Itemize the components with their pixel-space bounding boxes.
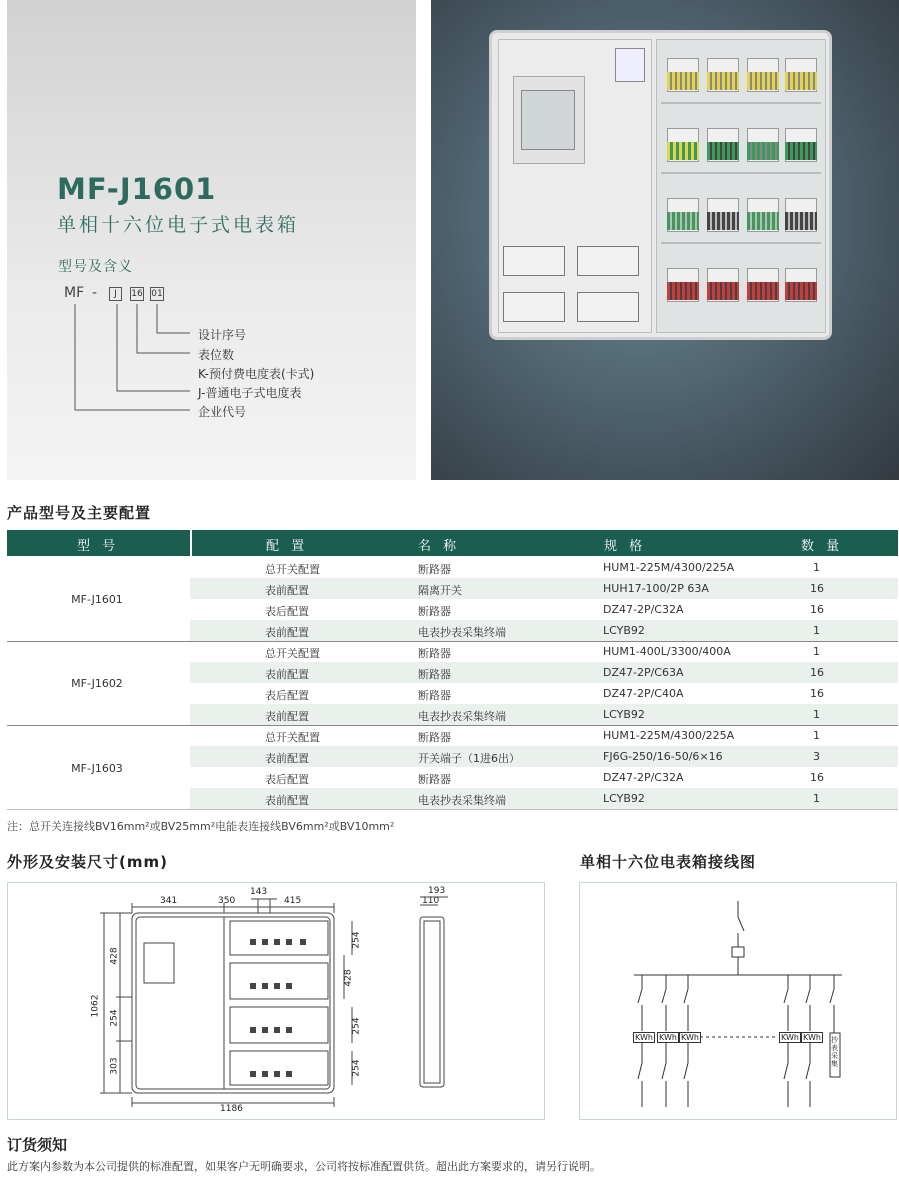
order-title: 订货须知	[7, 1136, 68, 1154]
cell-name: 断路器	[418, 647, 451, 660]
dimension-drawing-frame	[7, 882, 545, 1120]
cell-config: 表后配置	[265, 773, 309, 786]
dimension-drawing	[8, 883, 544, 1119]
terminal-window	[615, 48, 645, 82]
dim-side-110: 110	[422, 896, 440, 906]
table-bottom-line	[7, 809, 898, 810]
group-model-3: MF-J1603	[71, 762, 123, 775]
cell-spec: LCYB92	[603, 708, 645, 721]
switch-box-4	[577, 292, 639, 322]
cell-name: 断路器	[418, 773, 451, 786]
dim-top-143: 143	[250, 887, 268, 897]
cell-spec: HUM1-225M/4300/225A	[603, 561, 735, 574]
cell-name: 断路器	[418, 668, 451, 681]
header-name: 名 称	[418, 539, 461, 554]
header-qty: 数 量	[801, 539, 844, 554]
code-box-type: J	[109, 287, 122, 301]
dim-side-193: 193	[428, 886, 446, 896]
cell-spec: DZ47-2P/C32A	[603, 771, 684, 784]
dim-left-303: 303	[109, 1057, 120, 1075]
table-row	[190, 620, 898, 641]
cell-qty: 16	[810, 771, 824, 784]
legend-j: J-普通电子式电度表	[198, 386, 302, 400]
legend-serial: 设计序号	[198, 328, 247, 342]
cell-name: 电表抄表采集终端	[418, 794, 506, 807]
cell-config: 表前配置	[265, 584, 309, 597]
meter-row-3	[661, 186, 821, 244]
cell-spec: HUH17-100/2P 63A	[603, 582, 709, 595]
cell-spec: DZ47-2P/C63A	[603, 666, 684, 679]
cell-qty: 1	[813, 708, 820, 721]
cell-spec: LCYB92	[603, 624, 645, 637]
kwh-meter-3: KWh	[681, 1033, 699, 1042]
dim-right-254c: 254	[351, 1059, 362, 1077]
kwh-meter-4: KWh	[781, 1033, 799, 1042]
collection-terminal: 抄表采集	[831, 1036, 838, 1068]
cell-spec: HUM1-225M/4300/225A	[603, 729, 735, 742]
kwh-meter-2: KWh	[659, 1033, 677, 1042]
cell-spec: DZ47-2P/C40A	[603, 687, 684, 700]
table-row	[190, 578, 898, 599]
table-row	[190, 725, 898, 746]
cell-name: 断路器	[418, 689, 451, 702]
header-model: 型 号	[77, 539, 120, 554]
cell-name: 隔离开关	[418, 584, 462, 597]
table-row	[190, 641, 898, 662]
cabinet-left-door	[498, 39, 652, 333]
code-dash: -	[92, 285, 98, 301]
config-table-header	[7, 530, 898, 556]
cell-spec: LCYB92	[603, 792, 645, 805]
cell-config: 表后配置	[265, 605, 309, 618]
table-row	[190, 746, 898, 767]
meter-row-2	[661, 116, 821, 174]
cell-config: 表前配置	[265, 710, 309, 723]
cell-config: 表前配置	[265, 794, 309, 807]
cell-name: 断路器	[418, 563, 451, 576]
cell-qty: 16	[810, 687, 824, 700]
dim-left-428: 428	[109, 947, 120, 965]
meaning-title: 型号及含义	[58, 259, 133, 275]
order-text: 此方案内参数为本公司提供的标准配置，如果客户无明确要求，公司将按标准配置供货。超出此方案要求的，请另行说明。	[7, 1160, 601, 1173]
cell-qty: 16	[810, 666, 824, 679]
kwh-meter-1: KWh	[635, 1033, 653, 1042]
code-box-count: 16	[131, 289, 143, 299]
dim-right-254b: 254	[351, 1017, 362, 1035]
header-config: 配 置	[266, 539, 309, 554]
legend-company: 企业代号	[198, 405, 247, 419]
dim-bottom-width: 1186	[220, 1104, 243, 1114]
cell-qty: 16	[810, 603, 824, 616]
wiring-diagram-frame	[579, 882, 897, 1120]
table-row	[190, 788, 898, 809]
cell-qty: 1	[813, 624, 820, 637]
kwh-meter-5: KWh	[803, 1033, 821, 1042]
dim-left-254: 254	[109, 1009, 120, 1027]
table-row	[190, 704, 898, 725]
legend-count: 表位数	[198, 348, 235, 362]
cell-config: 表前配置	[265, 668, 309, 681]
table-row	[190, 767, 898, 788]
dimension-section-title: 外形及安装尺寸(mm)	[7, 853, 168, 871]
meter-box-illustration	[489, 30, 832, 340]
switch-box-3	[503, 292, 565, 322]
code-box-serial: 01	[151, 289, 163, 299]
meter-row-4	[661, 256, 821, 314]
dim-top-350: 350	[218, 896, 236, 906]
table-row	[190, 599, 898, 620]
cell-name: 电表抄表采集终端	[418, 626, 506, 639]
cell-qty: 16	[810, 582, 824, 595]
dim-right-428: 428	[343, 969, 354, 987]
cell-qty: 1	[813, 792, 820, 805]
config-section-title: 产品型号及主要配置	[7, 504, 152, 522]
switch-box-1	[503, 246, 565, 276]
cell-name: 开关端子（1进6出）	[418, 752, 520, 765]
cell-config: 表后配置	[265, 689, 309, 702]
switch-box-2	[577, 246, 639, 276]
table-row	[190, 683, 898, 704]
wiring-branches	[580, 883, 896, 1119]
cell-qty: 1	[813, 729, 820, 742]
cell-spec: FJ6G-250/16-50/6×16	[603, 750, 723, 763]
table-row	[190, 662, 898, 683]
meter-row-1	[661, 46, 821, 104]
code-prefix: MF	[64, 285, 85, 301]
header-spec: 规 格	[604, 539, 647, 554]
table-row	[190, 557, 898, 578]
cell-spec: DZ47-2P/C32A	[603, 603, 684, 616]
group-model-2: MF-J1602	[71, 677, 123, 690]
cell-qty: 1	[813, 645, 820, 658]
dim-right-254a: 254	[351, 931, 362, 949]
cell-config: 总开关配置	[265, 731, 320, 744]
header-separator	[190, 530, 192, 556]
dim-top-415: 415	[284, 896, 302, 906]
dim-total-height: 1062	[90, 994, 101, 1018]
main-breaker	[521, 90, 575, 150]
table-note: 注：总开关连接线BV16mm²或BV25mm²电能表连接线BV6mm²或BV10mm²	[7, 820, 395, 833]
cell-name: 断路器	[418, 605, 451, 618]
cell-spec: HUM1-400L/3300/400A	[603, 645, 731, 658]
cell-config: 总开关配置	[265, 563, 320, 576]
cell-qty: 3	[813, 750, 820, 763]
model-subtitle: 单相十六位电子式电表箱	[57, 214, 300, 236]
wiring-section-title: 单相十六位电表箱接线图	[580, 853, 757, 871]
cell-config: 总开关配置	[265, 647, 320, 660]
cell-qty: 1	[813, 561, 820, 574]
cell-name: 断路器	[418, 731, 451, 744]
dim-top-341: 341	[160, 896, 178, 906]
cabinet-meter-area	[656, 39, 826, 333]
cell-config: 表前配置	[265, 626, 309, 639]
group-model-1: MF-J1601	[71, 593, 123, 606]
cell-config: 表前配置	[265, 752, 309, 765]
model-title: MF-J1601	[57, 172, 217, 206]
legend-k: K-预付费电度表(卡式)	[198, 367, 315, 381]
cell-name: 电表抄表采集终端	[418, 710, 506, 723]
